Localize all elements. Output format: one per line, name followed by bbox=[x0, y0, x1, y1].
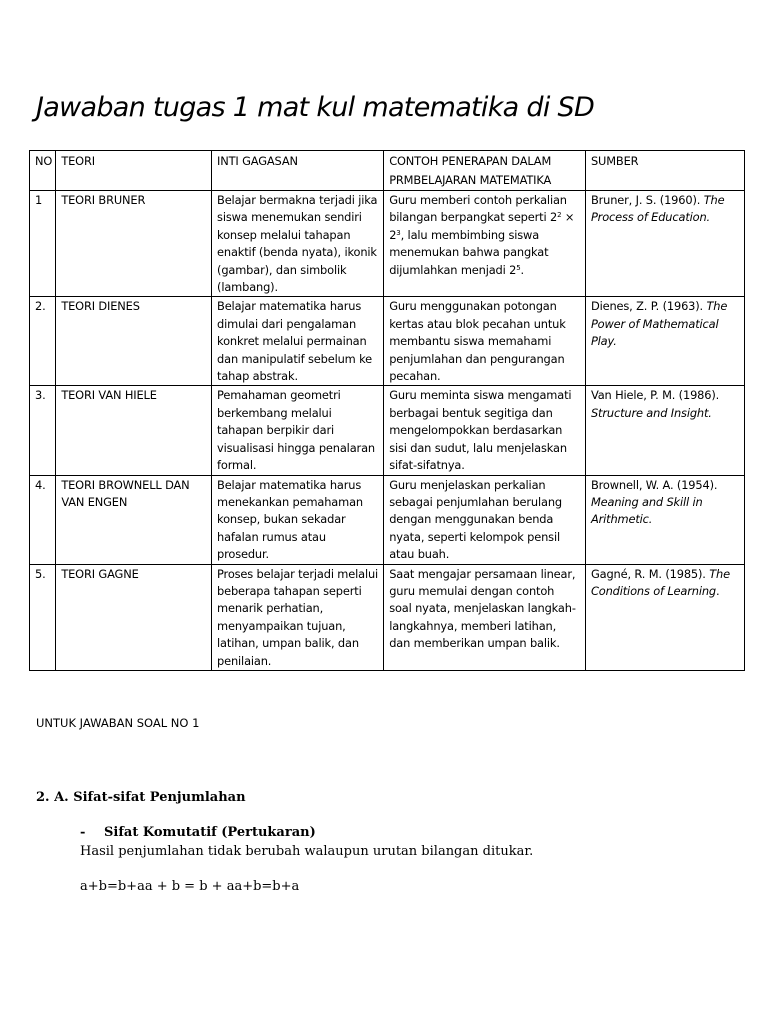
contoh-text: , lalu membimbing siswa menemukan bahwa pangkat dijumlahkan menjadi 2 bbox=[389, 227, 549, 277]
sumber-book-title: The Conditions of Learning bbox=[590, 566, 730, 598]
exponent: 5 bbox=[516, 263, 521, 272]
subsection-heading bbox=[80, 825, 316, 840]
cell-teori: TEORI VAN HIELE bbox=[56, 386, 212, 475]
table-row bbox=[30, 475, 745, 564]
subsection-text: Hasil penjumlahan tidak berubah walaupun urutan bilangan ditukar. bbox=[80, 844, 534, 859]
table-row bbox=[30, 297, 745, 386]
exponent: 2 bbox=[557, 211, 562, 220]
sumber-book-title: Meaning and Skill in Arithmetic. bbox=[590, 494, 703, 527]
answer-note: UNTUK JAWABAN SOAL NO 1 bbox=[36, 716, 200, 730]
header-teori: TEORI bbox=[56, 151, 212, 191]
contoh-text: Guru memberi contoh perkalian bilangan berpangkat seperti 2 bbox=[389, 193, 567, 225]
theory-table bbox=[29, 150, 745, 671]
cell-no: 5. bbox=[30, 564, 56, 670]
cell-sumber bbox=[585, 475, 744, 564]
sumber-author: Bruner, J. S. (1960). bbox=[590, 193, 704, 207]
cell-contoh-penerapan: Guru menjelaskan perkalian sebagai penjumlahan berulang dengan menggunakan benda nyata, seperti kelompok pensil atau buah. bbox=[384, 475, 586, 564]
cell-sumber bbox=[585, 297, 744, 386]
header-sumber: SUMBER bbox=[585, 151, 744, 191]
cell-inti-gagasan: Pemahaman geometri berkembang melalui tahapan berpikir dari visualisasi hingga penalaran formal. bbox=[212, 386, 384, 475]
cell-no: 2. bbox=[30, 297, 56, 386]
sumber-author: Brownell, W. A. (1954). bbox=[590, 477, 718, 492]
sumber-book-title: The Power of Mathematical Play. bbox=[590, 299, 728, 349]
cell-teori: TEORI BRUNER bbox=[56, 191, 212, 297]
header-inti-gagasan: INTI GAGASAN bbox=[212, 151, 384, 191]
cell-contoh-penerapan: Guru menggunakan potongan kertas atau blok pecahan untuk membantu siswa memahami penjumlahan dan pengurangan pecahan. bbox=[384, 297, 586, 386]
bullet-dash: - bbox=[80, 825, 86, 840]
cell-teori: TEORI DIENES bbox=[56, 297, 212, 386]
cell-teori: TEORI BROWNELL DAN VAN ENGEN bbox=[56, 475, 212, 564]
cell-inti-gagasan: Proses belajar terjadi melalui beberapa tahapan seperti menarik perhatian, menyampaikan tujuan, latihan, umpan balik, dan penilaian. bbox=[212, 564, 384, 670]
cell-no: 4. bbox=[30, 475, 56, 564]
header-no: NO bbox=[30, 151, 56, 191]
cell-no: 1 bbox=[30, 191, 56, 297]
document-title: Jawaban tugas 1 mat kul matematika di SD bbox=[36, 92, 595, 123]
sumber-book-title: Structure and Insight. bbox=[590, 405, 712, 420]
cell-contoh-penerapan: Guru meminta siswa mengamati berbagai bentuk segitiga dan mengelompokkan berdasarkan sisi dan sudut, lalu menjelaskan sifat-sifatnya. bbox=[384, 386, 586, 475]
contoh-text: . bbox=[520, 262, 525, 277]
table-header-row bbox=[30, 151, 745, 191]
formula: a+b=b+aa + b = b + aa+b=b+a bbox=[80, 879, 300, 894]
cell-inti-gagasan: Belajar matematika harus dimulai dari pengalaman konkret melalui permainan dan manipulatif sebelum ke tahap abstrak. bbox=[212, 297, 384, 386]
cell-sumber bbox=[585, 191, 744, 297]
cell-teori: TEORI GAGNE bbox=[56, 564, 212, 670]
cell-no: 3. bbox=[30, 386, 56, 475]
sumber-end: . bbox=[716, 583, 720, 598]
contoh-text: × 2 bbox=[389, 210, 575, 242]
cell-inti-gagasan: Belajar bermakna terjadi jika siswa menemukan sendiri konsep melalui tahapan enaktif (benda nyata), ikonik (gambar), dan simbolik (lambang). bbox=[212, 191, 384, 297]
sumber-author: Van Hiele, P. M. (1986). bbox=[590, 388, 720, 403]
exponent: 3 bbox=[396, 228, 401, 237]
cell-inti-gagasan: Belajar matematika harus menekankan pemahaman konsep, bukan sekadar hafalan rumus atau prosedur. bbox=[212, 475, 384, 564]
sumber-author: Dienes, Z. P. (1963). bbox=[590, 299, 707, 314]
cell-sumber bbox=[585, 386, 744, 475]
cell-contoh-penerapan bbox=[384, 191, 586, 297]
header-contoh-penerapan: CONTOH PENERAPAN DALAM PRMBELAJARAN MATEMATIKA bbox=[384, 151, 586, 191]
cell-sumber bbox=[585, 564, 744, 670]
table-row bbox=[30, 386, 745, 475]
sumber-author: Gagné, R. M. (1985). bbox=[590, 566, 710, 581]
cell-contoh-penerapan: Saat mengajar persamaan linear, guru memulai dengan contoh soal nyata, menjelaskan langkah-langkahnya, memberi latihan, dan memberikan umpan balik. bbox=[384, 564, 586, 670]
section-heading: 2. A. Sifat-sifat Penjumlahan bbox=[36, 790, 246, 805]
table-row bbox=[30, 564, 745, 670]
table-row bbox=[30, 191, 745, 297]
sumber-book-title: The Process of Education. bbox=[590, 193, 725, 225]
subsection-heading-text: Sifat Komutatif (Pertukaran) bbox=[104, 825, 316, 840]
